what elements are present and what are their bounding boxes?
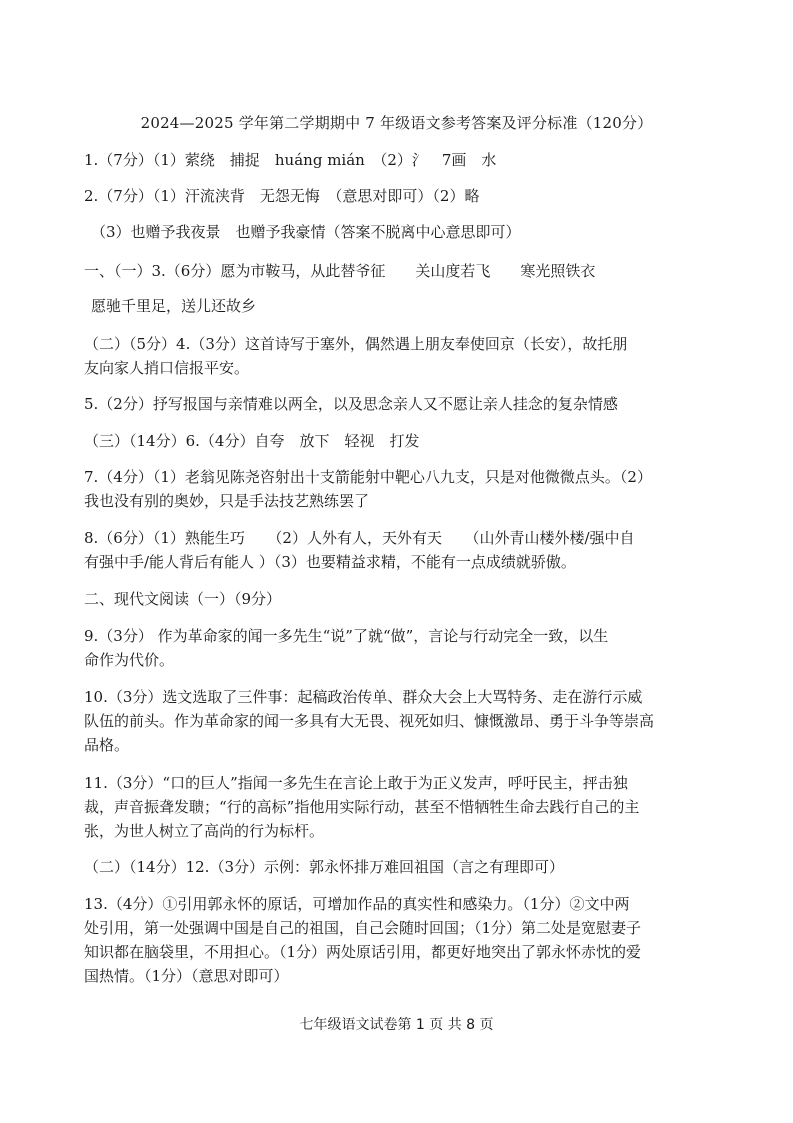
answer-2-part-3 [91, 220, 709, 244]
answer-5 [84, 392, 702, 416]
answer-line: 一、（一）3.（6分）愿为市鞍马，从此替爷征 关山度若飞 寒光照铁衣 [84, 262, 596, 280]
answer-line: 11.（3分）“口的巨人”指闻一多先生在言论上敢于为正义发声，呼吁民主，抨击独 [84, 774, 628, 792]
answer-9 [84, 624, 702, 672]
answer-6 [84, 429, 702, 453]
answer-line: 5.（2分）抒写报国与亲情难以两全，以及思念亲人又不愿让亲人挂念的复杂情感 [84, 395, 618, 413]
answer-line: （三）（14分）6.（4分）自夸 放下 轻视 打发 [84, 432, 420, 450]
answer-line: 有强中手/能人背后有能人 ）（3）也要精益求精，不能有一点成绩就骄傲。 [84, 553, 576, 571]
answer-line: 处引用，第一处强调中国是自己的祖国，自己会随时回国；（1分）第二处是宽慰妻子 [84, 919, 642, 937]
answer-line: （二）（14分）12.（3分）示例：郭永怀排万难回祖国（言之有理即可） [84, 858, 564, 876]
answer-line: 2.（7分）（1）汗流浃背 无怨无悔 （意思对即可）（2）略 [84, 187, 480, 205]
answer-line: 二、现代文阅读（一）（9分） [84, 590, 282, 608]
answer-11 [84, 771, 702, 843]
answer-13 [84, 892, 702, 988]
answer-line: 9.（3分） 作为革命家的闻一多先生“说”了就“做”，言论与行动完全一致，以生 [84, 627, 609, 645]
answer-line: 品格。 [84, 736, 130, 754]
answer-line: 8.（6分）（1）熟能生巧 （2）人外有人，天外有天 （山外青山楼外楼/强中自 [84, 529, 635, 547]
answer-line: 队伍的前头。作为革命家的闻一多具有大无畏、视死如归、慷慨激昂、勇于斗争等崇高 [84, 712, 655, 730]
answer-line: （二）（5分）4.（3分）这首诗写于塞外，偶然遇上朋友奉使回京（长安），故托朋 [84, 335, 628, 353]
answer-line: 国热情。（1分）（意思对即可） [84, 967, 289, 985]
answer-line: 1.（7分）（1）萦绕 捕捉 huáng mián （2）氵 7画 水 [84, 151, 497, 169]
answer-12 [84, 855, 702, 879]
answer-line: 我也没有别的奥妙，只是手法技艺熟练罢了 [84, 492, 370, 510]
answer-line: 张，为世人树立了高尚的行为标杆。 [84, 822, 325, 840]
answer-2 [84, 184, 702, 208]
answer-line: 友向家人捎口信报平安。 [84, 359, 250, 377]
answer-8 [84, 526, 702, 574]
answer-4 [84, 332, 702, 380]
answer-3-continued [91, 294, 709, 318]
section-2-heading [84, 587, 702, 611]
section-1-answer-3 [84, 259, 702, 283]
answer-1 [84, 148, 702, 172]
answer-line: 10.（3分）选文选取了三件事：起稿政治传单、群众大会上大骂特务、走在游行示威 [84, 688, 643, 706]
answer-line: 知识都在脑袋里，不用担心。（1分）两处原话引用，都更好地突出了郭永怀赤忱的爱 [84, 943, 642, 961]
answer-line: （3）也赠予我夜景 也赠予我豪情（答案不脱离中心意思即可） [91, 223, 521, 241]
page-footer: 七年级语文试卷第 1 页 共 8 页 [299, 1017, 494, 1033]
answer-line: 命作为代价。 [84, 651, 175, 669]
answer-line: 13.（4分）①引用郭永怀的原话，可增加作品的真实性和感染力。（1分）②文中两 [84, 895, 630, 913]
answer-10 [84, 685, 702, 757]
answer-7 [84, 465, 702, 513]
answer-line: 愿驰千里足，送儿还故乡 [91, 297, 257, 315]
page-title: 2024—2025 学年第二学期期中 7 年级语文参考答案及评分标准（120分） [140, 114, 653, 132]
answer-line: 裁，声音振聋发聩；“行的高标”指他用实际行动，甚至不惜牺牲生命去践行自己的主 [84, 798, 640, 816]
answer-line: 7.（4分）（1）老翁见陈尧咨射出十支箭能射中靶心八九支，只是对他微微点头。（2） [84, 468, 652, 486]
